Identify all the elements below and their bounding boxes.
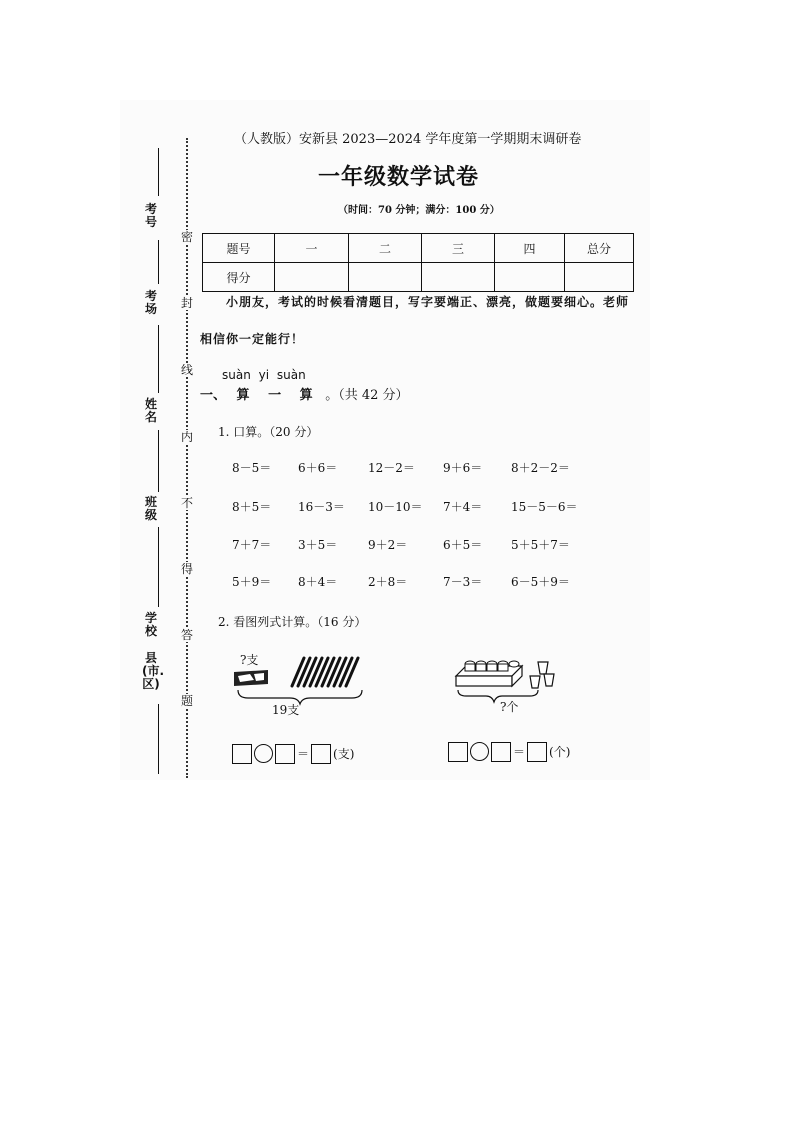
score-cell[interactable]: [275, 263, 349, 292]
seal-char: 得: [180, 562, 193, 576]
field-line: [158, 430, 159, 492]
exam-subtitle: （人教版）安新县 2023—2024 学年度第一学期期末调研卷: [234, 132, 582, 147]
table-header-cell: 总分: [565, 234, 634, 263]
brace-icon: [238, 690, 362, 704]
section-score: 。（共 42 分）: [325, 388, 409, 403]
cups-total-label: ?个: [500, 700, 519, 714]
math-problem: 15－5－6＝: [511, 500, 578, 514]
field-line: [158, 704, 159, 774]
score-table: [202, 233, 634, 292]
answer-box[interactable]: [275, 744, 295, 764]
seal-char: 内: [180, 430, 193, 444]
math-problem: 7－3＝: [443, 575, 483, 589]
math-problem: 3＋5＝: [298, 538, 338, 552]
table-row: [203, 263, 634, 292]
field-school: 学校: [144, 611, 157, 638]
question-1-title: 1. 口算。（20 分）: [218, 425, 319, 439]
pencils-icon: [292, 658, 358, 686]
equals-sign: ＝: [297, 747, 310, 761]
math-problem: 5＋9＝: [232, 575, 272, 589]
answer-box[interactable]: [311, 744, 331, 764]
table-header-cell: 题号: [203, 234, 275, 263]
table-row: [203, 234, 634, 263]
pencil-bundle-illustration: [230, 650, 370, 710]
table-header-cell: 四: [495, 234, 565, 263]
math-problem: 6＋5＝: [443, 538, 483, 552]
math-problem: 2＋8＝: [368, 575, 408, 589]
seal-char: 题: [180, 694, 193, 708]
math-problem: 8＋4＝: [298, 575, 338, 589]
table-header-cell: 二: [349, 234, 422, 263]
field-line: [158, 240, 159, 284]
operator-circle[interactable]: [470, 742, 489, 761]
answer-box[interactable]: [491, 742, 511, 762]
cups-equation: [448, 741, 570, 762]
time-info: （时间：70 分钟；满分：100 分）: [338, 205, 500, 216]
pencil-equation: [232, 743, 354, 764]
score-cell[interactable]: [565, 263, 634, 292]
math-problem: 7＋7＝: [232, 538, 272, 552]
table-header-cell: 三: [422, 234, 495, 263]
field-exam-room: 考场: [144, 289, 157, 316]
math-problem: 8－5＝: [232, 461, 272, 475]
math-problem: 8＋2－2＝: [511, 461, 570, 475]
operator-circle[interactable]: [254, 744, 273, 763]
section-char: 算: [236, 388, 250, 403]
seal-char: 不: [180, 496, 193, 510]
table-row-label: 得分: [203, 263, 275, 292]
cups-illustration: [452, 654, 572, 704]
seal-char: 答: [180, 628, 193, 642]
answer-box[interactable]: [527, 742, 547, 762]
field-name: 姓名: [144, 397, 157, 424]
math-problem: 8＋5＝: [232, 500, 272, 514]
question-2-title: 2. 看图列式计算。（16 分）: [218, 615, 367, 629]
intro-line-1: 小朋友，考试的时候看清题目，写字要端正、漂亮，做题要细心。老师: [226, 295, 630, 309]
intro-line-2: 相信你一定能行！: [200, 332, 305, 346]
math-problem: 5＋5＋7＝: [511, 538, 570, 552]
brace-icon: [458, 690, 538, 702]
field-line: [158, 527, 159, 607]
field-exam-number: 考号: [144, 202, 157, 229]
seal-char: 线: [180, 363, 193, 377]
field-line: [158, 148, 159, 196]
score-cell[interactable]: [349, 263, 422, 292]
field-county: 县(市.区): [142, 651, 165, 691]
exam-title: 一年级数学试卷: [318, 164, 480, 190]
pencil-total-label: 19支: [272, 703, 300, 717]
math-problem: 9＋6＝: [443, 461, 483, 475]
answer-box[interactable]: [448, 742, 468, 762]
section-heading: [200, 384, 409, 403]
seal-char: 封: [180, 296, 193, 310]
math-problem: 10－10＝: [368, 500, 423, 514]
section-char: 算: [299, 388, 313, 403]
field-line: [158, 325, 159, 393]
answer-box[interactable]: [232, 744, 252, 764]
math-problem: 6－5＋9＝: [511, 575, 570, 589]
math-problem: 7＋4＝: [443, 500, 483, 514]
pencil-question-label: ?支: [240, 653, 259, 667]
cup-tray-icon: [456, 661, 522, 686]
field-class: 班级: [144, 495, 157, 522]
math-problem: 9＋2＝: [368, 538, 408, 552]
score-cell[interactable]: [495, 263, 565, 292]
section-number: 一、: [200, 388, 227, 403]
seal-char: 密: [180, 230, 193, 244]
math-problem: 6＋6＝: [298, 461, 338, 475]
table-header-cell: 一: [275, 234, 349, 263]
math-problem: 16－3＝: [298, 500, 345, 514]
unit-label: (支): [333, 747, 355, 761]
score-cell[interactable]: [422, 263, 495, 292]
loose-cups-icon: [530, 662, 554, 688]
section-pinyin: suàn yi suàn: [222, 368, 306, 382]
section-char: 一: [268, 388, 282, 403]
math-problem: 12－2＝: [368, 461, 415, 475]
equals-sign: ＝: [513, 745, 526, 759]
pencil-box-icon: [234, 670, 268, 686]
unit-label: (个): [549, 745, 571, 759]
